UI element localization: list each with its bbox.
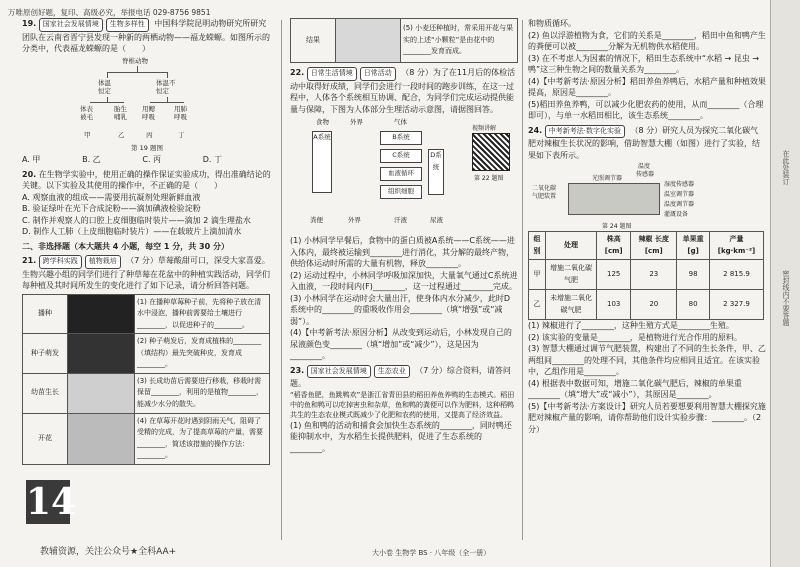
part-2: (2) 该实验的变量是________，是植物进行光合作用的原料。 bbox=[528, 332, 742, 342]
question-23: 23. 国家社会发展情境 生态农业 （7 分）综合资料，请答问题。 “稻香鱼肥，鱼跳鸭欢”是浙江省青田县的稻田养鱼养鸭的生态模式。稻田中的鱼和鸭可以吃掉害虫和杂草，鱼和鸭的粪便可以作为肥料，这种稻鸭共生的生态农业模式既减少了化肥和农药的使用，又提高了经济效益。 (1) 鱼和鸭的活动和捕食会加快生态系统的________，同时鸭还能抑制水中，为水稻生长提供肥料，促进了生态系统的________。 bbox=[290, 365, 518, 455]
part-3: (3) 在不考虑人为因素的情况下，稻田生态系统中“水稻 → 昆虫 → 鸭”这三种生物之间的数量关系为________。 bbox=[528, 53, 760, 74]
context-tag: 日常生活情境 bbox=[307, 67, 357, 81]
flower-photo bbox=[68, 413, 135, 464]
table-row: 乙 未增施二氧化碳气肥 103 20 80 2 327.9 bbox=[529, 290, 764, 320]
physiology-diagram: 食物 外界 气体 A系统 B系统 C系统 D系统 血液循环 组织细胞 粪便 外界 汗液 尿液 视频讲解 第 22 题图 bbox=[290, 115, 518, 235]
binding-note: 在此处装订 bbox=[782, 150, 790, 185]
option-d[interactable]: D. 制作人工肺（上皮细胞临时装片）——在载玻片上滴加清水 bbox=[22, 227, 242, 236]
option-c[interactable]: C. 丙 bbox=[142, 155, 162, 164]
context-tag: 国家社会发展情境 bbox=[39, 18, 103, 32]
topic-tag: 生物多样性 bbox=[106, 18, 149, 32]
option-d[interactable]: D. 丁 bbox=[202, 155, 222, 164]
options bbox=[22, 154, 222, 166]
greenhouse-icon bbox=[568, 183, 660, 215]
question-19: 19. 国家社会发展情境 生物多样性 中国科学院昆明动物研究所研究团队在云南省晋宁县发现一种新的两栖动物——福龙蝾螈。如图所示的分类中，代表福龙蝾螈的是（ ） 脊椎动物 体温恒定 体温不恒定 体表被毛 胎生哺乳 用鳃呼吸 用肺呼吸 甲 乙 丙 丁 第 19 题图 A. 甲 B. 乙 C. 丙 D. 丁 bbox=[22, 19, 270, 164]
table-row: 种子萌发 (2) 种子萌发后，发育成植株的________（填结构）最先突破种皮，发育成________。 bbox=[23, 334, 270, 374]
table-header: 组别 处理 株高 [cm] 辣椒 长度 [cm] 单果重 [g] 产量 [kg·km⁻²] bbox=[529, 232, 764, 260]
table-row: 开花 (4) 在草莓开花时遇到阴雨天气，阻碍了受精的完成，为了提高草莓的产量，需要________，简述该措施的操作方法：________。 bbox=[23, 413, 270, 464]
system-b-box: B系统 bbox=[380, 131, 422, 145]
left-column bbox=[22, 18, 272, 468]
circulation-box: 血液循环 bbox=[380, 167, 422, 181]
option-c[interactable]: C. 制作并观察人的口腔上皮细胞临时装片——滴加 2 滴生理盐水 bbox=[22, 215, 251, 225]
column-divider bbox=[522, 20, 523, 540]
context-tag: 中考新考法·数字化实验 bbox=[545, 125, 625, 139]
part-1: (1) 小林同学早餐后，食物中的蛋白质被A系统——C系统——进入体内，最终被运输到________进行消化，其分解的最终产物，供给体运动时所需的大量有机物，释放________。 bbox=[290, 236, 515, 268]
option-a[interactable]: A. 观察血液的组成——需要用抗凝剂处理新鲜血液 bbox=[22, 192, 201, 202]
footer-left: 教辅资源，关注公众号★全科AA+ bbox=[40, 547, 177, 557]
top-note: 万唯原创好题，复印、高级必究，举报电话 029-8756 9851 bbox=[8, 8, 211, 17]
question-text: （8 分）研究人员为探究二氧化碳气肥对辣椒生长状况的影响，借助智慧大棚（如图）进行了实验，结果如下表所示。 bbox=[528, 125, 760, 160]
system-a-box: A系统 bbox=[312, 131, 332, 193]
cell-box: 组织细胞 bbox=[380, 185, 422, 199]
table-row: 幼苗生长 (3) 长成幼苗后需要进行移栽，移栽时需保留________，利用的是植物________，能减少水分的散失。 bbox=[23, 373, 270, 413]
context-tag: 跨学科实践 bbox=[39, 255, 82, 269]
part-5: (5)稻田养鱼养鸭，可以减少化肥农药的使用，从而________（合理即可），与单一水稻田相比，该生态系统________。 bbox=[528, 99, 764, 120]
strawberry-photo bbox=[336, 19, 401, 63]
part-3: (3) 小林同学在运动时会大量出汗，使身体内水分减少，此时D系统中的________的重吸收作用会________（填“增强”或“减弱”）。 bbox=[290, 293, 511, 326]
results-table bbox=[528, 231, 764, 320]
section-heading: 二、非选择题（本大题共 4 小题，每空 1 分，共 30 分） bbox=[22, 241, 229, 251]
system-d-box: D系统 bbox=[428, 149, 444, 195]
material-text: “稻香鱼肥，鱼跳鸭欢”是浙江省青田县的稻田养鱼养鸭的生态模式。稻田中的鱼和鸭可以吃掉害虫和杂草，鱼和鸭的粪便可以作为肥料，这种稻鸭共生的生态农业模式既减少了化肥和农药的使用，又提高了经济效益。 bbox=[290, 390, 515, 419]
question-21: 21. 跨学科实践 植物栽培 （7 分）草莓酸甜可口，深受大家喜爱。生物兴趣小组的同学们进行了种草莓在花盆中的种植实践活动，同学们每种植及其时间所发生的变化进行了如下记录，请分析回答问题。 播种 (1) 在播种草莓种子前，先将种子放在清水中浸泡，播种前需要给土壤进行________，以促进种子的________。 种子萌发 (2) 种子萌发后，发育成植株的________（填结构）最先突破种皮，发育成________。 幼苗生长 (3) 长成幼苗后需要进行移栽，移栽时需保留________，利用的是植物________，能减少水分的散失。 开花 (4) 在草莓开花时遇到阴雨天气，阻碍了受精的完成，为了提高草莓的产量，需要________，简述该措施的操作方法：________。 bbox=[22, 255, 272, 465]
question-text: 中国科学院昆明动物研究所研究团队在云南省晋宁县发现一种新的两栖动物——福龙蝾螈。如图所示的分类中，代表福龙蝾螈的是（ ） bbox=[22, 19, 270, 53]
part-1: (1) 鱼和鸭的活动和捕食会加快生态系统的________，同时鸭还能抑制水中，为水稻生长提供肥料，促进了生态系统的________。 bbox=[290, 420, 512, 453]
page-number-badge: 14 bbox=[26, 481, 77, 523]
table-row: 甲 增施二氧化碳气肥 125 23 98 2 815.9 bbox=[529, 260, 764, 290]
qr-code[interactable] bbox=[472, 133, 510, 171]
topic-tag: 生态农业 bbox=[374, 365, 410, 379]
table-row: 播种 (1) 在播种草莓种子前，先将种子放在清水中浸泡，播种前需要给土壤进行________，以促进种子的________。 bbox=[23, 294, 270, 334]
part-4: (4)【中考新考法·原因分析】从改变到运动后，小林发现自己的尿液颜色变________（填“增加”或“减少”），这是因为________。 bbox=[290, 328, 512, 360]
topic-tag: 日常活动 bbox=[360, 67, 396, 81]
question-text: （7 分）草莓酸甜可口，深受大家喜爱。生物兴趣小组的同学们进行了种草莓在花盆中的种植实践活动，同学们每种植及其时间所发生的变化进行了如下记录，请分析回答问题。 bbox=[22, 256, 270, 290]
question-20: 20. 在生物学实验中，使用正确的操作保证实验成功，得出准确结论的关键。以下实验及其使用的操作中，不正确的是（ ） A. 观察血液的组成——需要用抗凝剂处理新鲜血液 B. 验证绿叶在光下合成淀粉——滴加碘液检验淀粉 C. 制作并观察人的口腔上皮细胞临时装片——滴加 2 滴生理盐水 D. 制作人工肺（上皮细胞临时装片）——在载玻片上滴加清水 bbox=[22, 169, 271, 236]
topic-tag: 植物栽培 bbox=[85, 255, 121, 269]
context-tag: 国家社会发展情境 bbox=[307, 365, 371, 379]
planting-table bbox=[22, 294, 270, 465]
seeds-photo bbox=[68, 294, 135, 334]
footer-center: 大小卷 生物学 BS · 八年级（全一册） bbox=[372, 549, 491, 557]
question-text: 在生物学实验中，使用正确的操作保证实验成功，得出准确结论的关键。以下实验及其使用的操作中，不正确的是（ ） bbox=[22, 169, 271, 190]
option-a[interactable]: A. 甲 bbox=[22, 155, 41, 164]
greenhouse-diagram: 温度 传感器 光照调节器 湿度传感器 二氧化碳 气肥装置 温室调节器 温度调节器 灌溉设备 第 24 题图 bbox=[532, 163, 695, 230]
figure-caption: 第 19 题图 bbox=[131, 143, 163, 152]
table-row: 结果 (5) 小麦还种植时，常采用开花与果实的上述“小颗粒”是由花中的________发育而成。 bbox=[291, 19, 518, 63]
option-b[interactable]: B. 乙 bbox=[82, 155, 101, 164]
seedling-photo bbox=[68, 373, 135, 413]
option-b[interactable]: B. 验证绿叶在光下合成淀粉——滴加碘液检验淀粉 bbox=[22, 204, 201, 213]
binding-strip bbox=[770, 0, 800, 567]
part-1: (1) 辣椒进行了________，这种生殖方式是________生殖。 bbox=[528, 321, 734, 330]
part-4: (4) 根据表中数据可知，增施二氧化碳气肥后，辣椒的单果重________（填“增大”或“减小”），其原因是________。 bbox=[528, 378, 742, 399]
part-2: (2) 鱼以浮游植物为食，它们的关系是________，稻田中鱼和鸭产生的粪便可以被________分解为无机物供水稻使用。 bbox=[528, 30, 766, 51]
question-22: 22. 日常生活情境 日常活动 （8 分）为了在11月后的体检活动中取得好成绩，同学们会进行一段时间的跑步训练，在这一过程中，人体各个系统相互协调、配合，为同学们完成运动提供能量与保障，下图为人体部分生理活动示意图，请据图回答。 食物 外界 气体 A系统 B系统 C系统 D系统 血液循环 组织细胞 粪便 外界 汗液 尿液 视频讲解 第 22 题图 (1) 小林同学早餐后，食物中的蛋白质被A系统——C系统——进入体内，最终被运输到________进行消化，其分解的最终产物，供给体运动时所需的大量有机物，释放________。 (2) 运动过程中，小林同学呼吸加深加快，大量氧气通过C系统进入血液，一段时间内(F)________，这一过程通过________完成。 (3) 小林同学在运动时会大量出汗，使身体内水分减少，此时D系统中的________的重吸收作用会________（填“增强”或“减弱”）。 (4)【中考新考法·原因分析】从改变到运动后，小林发现自己的尿液颜色变________（填“增加”或“减少”），这是因为________。 bbox=[290, 68, 518, 360]
middle-column bbox=[290, 18, 518, 457]
fruit-row-table bbox=[290, 18, 518, 63]
question-24: 24. 中考新考法·数字化实验 （8 分）研究人员为探究二氧化碳气肥对辣椒生长状况的影响，借助智慧大棚（如图）进行了实验，结果如下表所示。 温度 传感器 光照调节器 湿度传感器 二氧化碳 气肥装置 温室调节器 温度调节器 灌溉设备 第 24 题图 组别 处理 株高 [cm] 辣椒 长度 [cm] 单果重 [g] 产量 [kg·km⁻²] 甲 增施二氧化碳气肥 125 23 98 2 815.9 乙 未增施二氧化碳气肥 103 20 80 2 327.9 (1) 辣椒进行了________，这种生殖方式是________生殖。 (2) 该实验的变量是________，是植物进行光合作用的原料。 (3) 智慧大棚通过调节气肥装置，构建出了不同的生长条件，甲、乙两组间________的处理不同，其他条件均应相同且适宜。在该实验中，乙组作用是________。 (4) 根据表中数据可知，增施二氧化碳气肥后，辣椒的单果重________（填“增大”或“减小”），其原因是________。 (5)【中考新考法·方案设计】研究人员若要想要利用智慧大棚探究施肥对辣椒产量的影响，请你帮助他们设计实验步骤：________。（2 分） bbox=[528, 125, 766, 434]
seal-note: 密封线内不要答题 bbox=[782, 270, 790, 326]
right-column: 和物质循环。 (2) 鱼以浮游植物为食，它们的关系是________，稻田中鱼和鸭产生的粪便可以被________分解为无机物供水稻使用。 (3) 在不考虑人为因素的情况下，稻田生态系统中“水稻 → 昆虫 → 鸭”这三种生物之间的数量关系为________。 (4)【中考新考法·原因分析】稻田养鱼养鸭后，水稻产量和种植效果提高，原因是________。 (5)稻田养鱼养鸭，可以减少化肥农药的使用，从而________（合理即可），与单一水稻田相比，该生态系统________。 24. 中考新考法·数字化实验 （8 分）研究人员为探究二氧化碳气肥对辣椒生长状况的影响，借助智慧大棚（如图）进行了实验，结果如下表所示。 温度 传感器 光照调节器 湿度传感器 二氧化碳 气肥装置 温室调节器 温度调节器 灌溉设备 第 24 题图 组别 处理 株高 [cm] 辣椒 长度 [cm] 单果重 [g] 产量 [kg·km⁻²] 甲 增施二氧化碳气肥 125 23 98 2 815.9 乙 未增施二氧化碳气肥 103 20 80 2 327.9 (1) 辣椒进行了________，这种生殖方式是________生殖。 (2) 该实验的变量是________，是植物进行光合作用的原料。 (3) 智慧大棚通过调节气肥装置，构建出了不同的生长条件，甲、乙两组间________的处理不同，其他条件均应相同且适宜。在该实验中，乙组作用是________。 (4) 根据表中数据可知，增施二氧化碳气肥后，辣椒的单果重________（填“增大”或“减小”），其原因是________。 (5)【中考新考法·方案设计】研究人员若要想要利用智慧大棚探究施肥对辣椒产量的影响，请你帮助他们设计实验步骤：________。（2 分） bbox=[528, 19, 766, 434]
part-3: (3) 智慧大棚通过调节气肥装置，构建出了不同的生长条件，甲、乙两组间________的处理不同，其他条件均应相同且适宜。在该实验中，乙组作用是________。 bbox=[528, 344, 766, 376]
classification-tree: 脊椎动物 体温恒定 体温不恒定 体表被毛 胎生哺乳 用鳃呼吸 用肺呼吸 甲 乙 丙 丁 bbox=[80, 56, 187, 139]
part-4: (4)【中考新考法·原因分析】稻田养鱼养鸭后，水稻产量和种植效果提高，原因是________。 bbox=[528, 76, 766, 97]
part-5: (5)【中考新考法·方案设计】研究人员若要想要利用智慧大棚探究施肥对辣椒产量的影响，请你帮助他们设计实验步骤：________。（2 分） bbox=[528, 401, 766, 434]
sprout-photo bbox=[68, 334, 135, 374]
system-c-box: C系统 bbox=[380, 149, 422, 163]
column-divider bbox=[281, 20, 282, 540]
part-2: (2) 运动过程中，小林同学呼吸加深加快，大量氧气通过C系统进入血液，一段时间内(F)________，这一过程通过________完成。 bbox=[290, 270, 518, 291]
question-text: （8 分）为了在11月后的体检活动中取得好成绩，同学们会进行一段时间的跑步训练，在这一过程中，人体各个系统相互协调、配合，为同学们完成运动提供能量与保障，下图为人体部分生理活动示意图，请据图回答。 bbox=[290, 68, 516, 114]
